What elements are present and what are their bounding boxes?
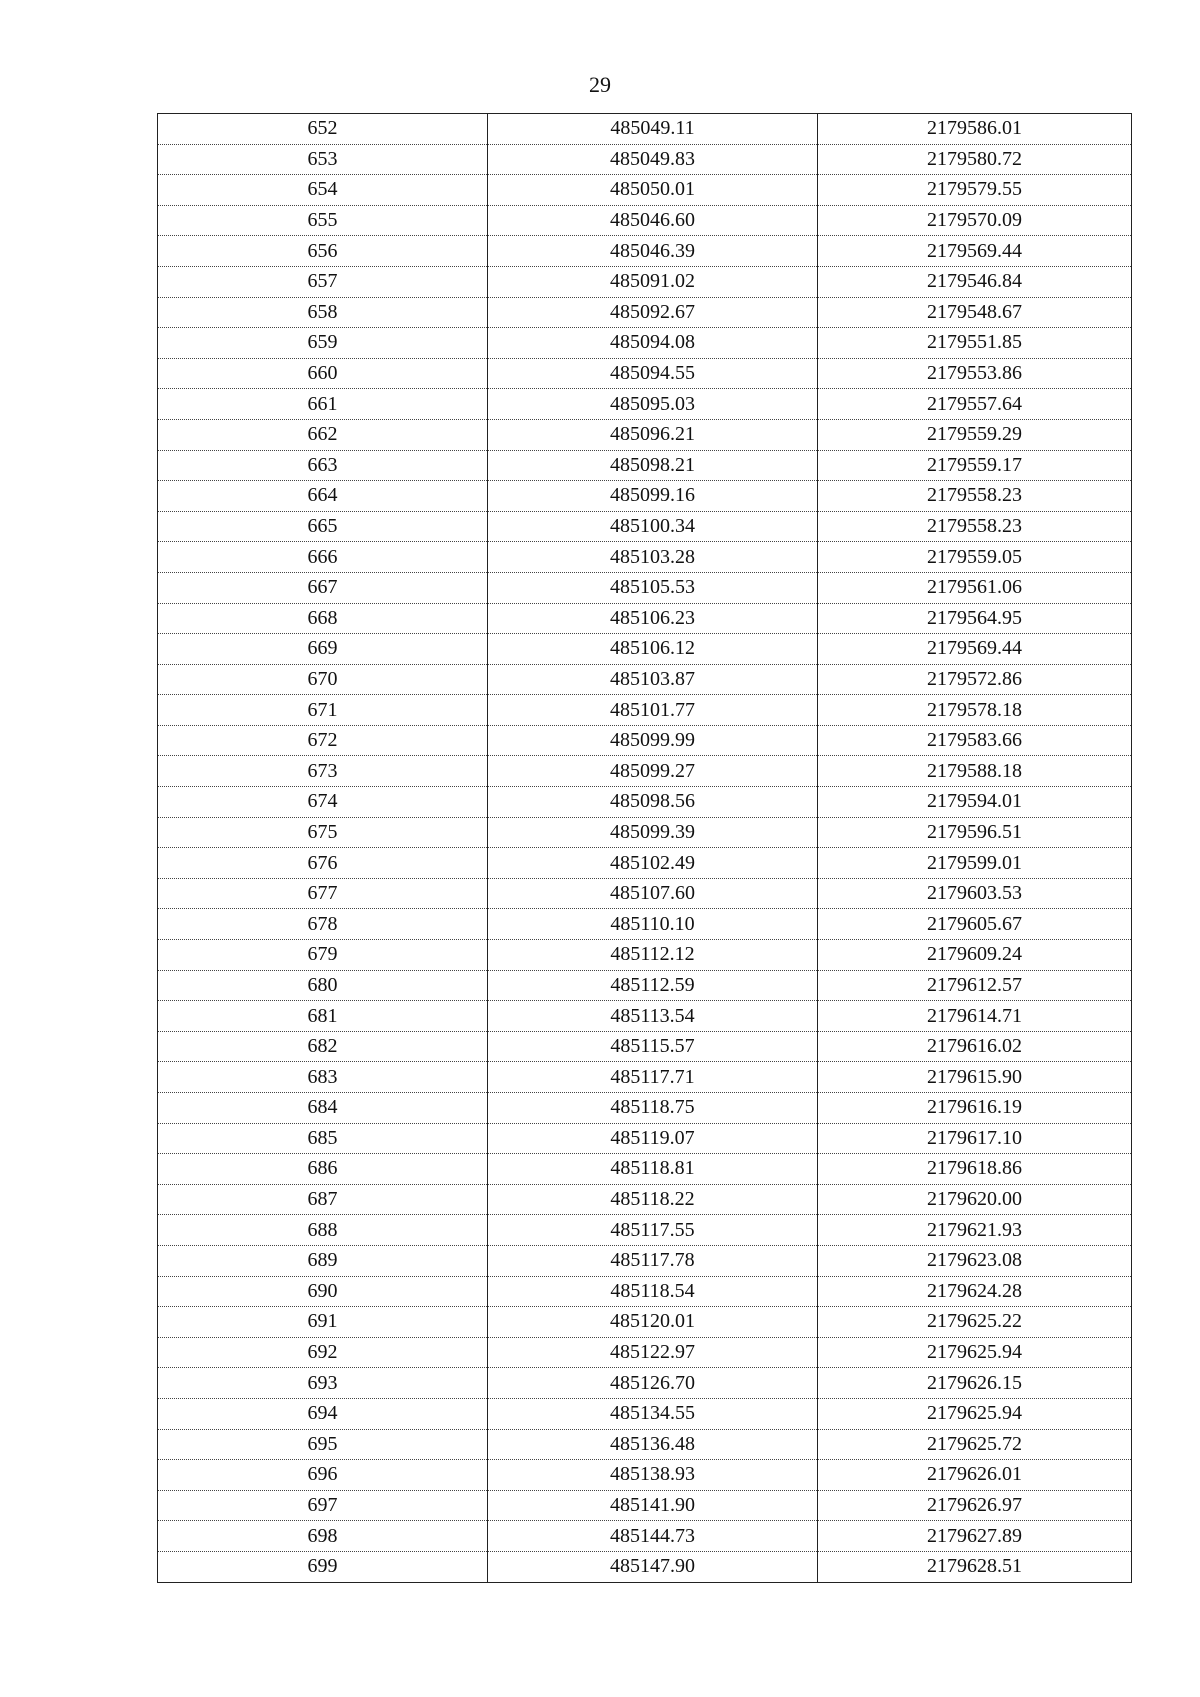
x-coordinate-cell: 485144.73 [488,1521,818,1552]
table-row [158,1062,1132,1093]
point-number-cell: 686 [158,1154,488,1185]
table-row [158,634,1132,665]
table-row [158,328,1132,359]
y-coordinate-cell: 2179586.01 [818,114,1132,145]
y-coordinate-cell: 2179615.90 [818,1062,1132,1093]
table-row [158,297,1132,328]
x-coordinate-cell: 485095.03 [488,389,818,420]
point-number-cell: 660 [158,358,488,389]
point-number-cell: 690 [158,1276,488,1307]
y-coordinate-cell: 2179616.19 [818,1093,1132,1124]
y-coordinate-cell: 2179620.00 [818,1184,1132,1215]
point-number-cell: 670 [158,664,488,695]
y-coordinate-cell: 2179627.89 [818,1521,1132,1552]
point-number-cell: 693 [158,1368,488,1399]
y-coordinate-cell: 2179628.51 [818,1551,1132,1582]
table-row [158,603,1132,634]
table-row [158,511,1132,542]
table-row [158,1031,1132,1062]
table-row [158,175,1132,206]
y-coordinate-cell: 2179616.02 [818,1031,1132,1062]
point-number-cell: 665 [158,511,488,542]
table-row [158,970,1132,1001]
table-row [158,1184,1132,1215]
point-number-cell: 678 [158,909,488,940]
x-coordinate-cell: 485118.75 [488,1093,818,1124]
y-coordinate-cell: 2179596.51 [818,817,1132,848]
y-coordinate-cell: 2179594.01 [818,787,1132,818]
y-coordinate-cell: 2179621.93 [818,1215,1132,1246]
y-coordinate-cell: 2179588.18 [818,756,1132,787]
x-coordinate-cell: 485103.87 [488,664,818,695]
y-coordinate-cell: 2179626.15 [818,1368,1132,1399]
point-number-cell: 674 [158,787,488,818]
y-coordinate-cell: 2179617.10 [818,1123,1132,1154]
y-coordinate-cell: 2179612.57 [818,970,1132,1001]
point-number-cell: 655 [158,205,488,236]
x-coordinate-cell: 485106.12 [488,634,818,665]
x-coordinate-cell: 485115.57 [488,1031,818,1062]
point-number-cell: 675 [158,817,488,848]
table-row [158,1093,1132,1124]
point-number-cell: 666 [158,542,488,573]
table-row [158,787,1132,818]
x-coordinate-cell: 485092.67 [488,297,818,328]
point-number-cell: 691 [158,1307,488,1338]
point-number-cell: 657 [158,266,488,297]
y-coordinate-cell: 2179561.06 [818,572,1132,603]
table-row [158,1215,1132,1246]
y-coordinate-cell: 2179603.53 [818,878,1132,909]
x-coordinate-cell: 485049.11 [488,114,818,145]
table-row [158,940,1132,971]
point-number-cell: 658 [158,297,488,328]
y-coordinate-cell: 2179551.85 [818,328,1132,359]
point-number-cell: 652 [158,114,488,145]
page-number: 29 [589,72,611,97]
y-coordinate-cell: 2179559.17 [818,450,1132,481]
y-coordinate-cell: 2179559.29 [818,419,1132,450]
table-row [158,848,1132,879]
point-number-cell: 673 [158,756,488,787]
point-number-cell: 696 [158,1460,488,1491]
x-coordinate-cell: 485122.97 [488,1337,818,1368]
x-coordinate-cell: 485101.77 [488,695,818,726]
table-row [158,389,1132,420]
y-coordinate-cell: 2179553.86 [818,358,1132,389]
table-row [158,266,1132,297]
point-number-cell: 684 [158,1093,488,1124]
x-coordinate-cell: 485118.22 [488,1184,818,1215]
table-row [158,756,1132,787]
point-number-cell: 662 [158,419,488,450]
table-row [158,542,1132,573]
table-row [158,1245,1132,1276]
x-coordinate-cell: 485136.48 [488,1429,818,1460]
table-row [158,664,1132,695]
table-row [158,1307,1132,1338]
point-number-cell: 677 [158,878,488,909]
point-number-cell: 679 [158,940,488,971]
y-coordinate-cell: 2179583.66 [818,725,1132,756]
point-number-cell: 661 [158,389,488,420]
point-number-cell: 671 [158,695,488,726]
point-number-cell: 695 [158,1429,488,1460]
point-number-cell: 680 [158,970,488,1001]
point-number-cell: 685 [158,1123,488,1154]
y-coordinate-cell: 2179623.08 [818,1245,1132,1276]
point-number-cell: 656 [158,236,488,267]
x-coordinate-cell: 485099.99 [488,725,818,756]
table-row [158,1429,1132,1460]
table-row [158,144,1132,175]
x-coordinate-cell: 485126.70 [488,1368,818,1399]
x-coordinate-cell: 485100.34 [488,511,818,542]
x-coordinate-cell: 485050.01 [488,175,818,206]
x-coordinate-cell: 485120.01 [488,1307,818,1338]
point-number-cell: 676 [158,848,488,879]
y-coordinate-cell: 2179564.95 [818,603,1132,634]
x-coordinate-cell: 485099.16 [488,481,818,512]
table-row [158,725,1132,756]
table-row [158,695,1132,726]
table-row [158,481,1132,512]
point-number-cell: 682 [158,1031,488,1062]
table-row [158,236,1132,267]
x-coordinate-cell: 485117.78 [488,1245,818,1276]
y-coordinate-cell: 2179609.24 [818,940,1132,971]
x-coordinate-cell: 485091.02 [488,266,818,297]
x-coordinate-cell: 485096.21 [488,419,818,450]
x-coordinate-cell: 485110.10 [488,909,818,940]
y-coordinate-cell: 2179624.28 [818,1276,1132,1307]
x-coordinate-cell: 485141.90 [488,1490,818,1521]
y-coordinate-cell: 2179626.97 [818,1490,1132,1521]
y-coordinate-cell: 2179559.05 [818,542,1132,573]
x-coordinate-cell: 485046.39 [488,236,818,267]
x-coordinate-cell: 485103.28 [488,542,818,573]
y-coordinate-cell: 2179557.64 [818,389,1132,420]
table-row [158,1490,1132,1521]
point-number-cell: 687 [158,1184,488,1215]
table-row [158,114,1132,145]
x-coordinate-cell: 485098.56 [488,787,818,818]
coordinates-table-body [158,114,1132,1583]
y-coordinate-cell: 2179625.94 [818,1337,1132,1368]
table-row [158,205,1132,236]
table-row [158,1337,1132,1368]
table-row [158,1123,1132,1154]
y-coordinate-cell: 2179605.67 [818,909,1132,940]
x-coordinate-cell: 485112.12 [488,940,818,971]
y-coordinate-cell: 2179570.09 [818,205,1132,236]
point-number-cell: 681 [158,1001,488,1032]
table-row [158,1521,1132,1552]
table-row [158,1398,1132,1429]
point-number-cell: 683 [158,1062,488,1093]
y-coordinate-cell: 2179558.23 [818,511,1132,542]
point-number-cell: 667 [158,572,488,603]
point-number-cell: 659 [158,328,488,359]
x-coordinate-cell: 485094.55 [488,358,818,389]
x-coordinate-cell: 485117.71 [488,1062,818,1093]
x-coordinate-cell: 485107.60 [488,878,818,909]
x-coordinate-cell: 485147.90 [488,1551,818,1582]
table-row [158,1001,1132,1032]
x-coordinate-cell: 485099.27 [488,756,818,787]
y-coordinate-cell: 2179572.86 [818,664,1132,695]
point-number-cell: 664 [158,481,488,512]
table-row [158,909,1132,940]
y-coordinate-cell: 2179625.72 [818,1429,1132,1460]
x-coordinate-cell: 485046.60 [488,205,818,236]
y-coordinate-cell: 2179625.94 [818,1398,1132,1429]
table-row [158,450,1132,481]
x-coordinate-cell: 485119.07 [488,1123,818,1154]
table-row [158,1276,1132,1307]
point-number-cell: 694 [158,1398,488,1429]
y-coordinate-cell: 2179618.86 [818,1154,1132,1185]
table-row [158,1460,1132,1491]
y-coordinate-cell: 2179580.72 [818,144,1132,175]
x-coordinate-cell: 485102.49 [488,848,818,879]
point-number-cell: 698 [158,1521,488,1552]
x-coordinate-cell: 485106.23 [488,603,818,634]
point-number-cell: 668 [158,603,488,634]
x-coordinate-cell: 485113.54 [488,1001,818,1032]
y-coordinate-cell: 2179626.01 [818,1460,1132,1491]
x-coordinate-cell: 485138.93 [488,1460,818,1491]
table-row [158,1368,1132,1399]
table-row [158,1154,1132,1185]
x-coordinate-cell: 485118.54 [488,1276,818,1307]
y-coordinate-cell: 2179625.22 [818,1307,1132,1338]
x-coordinate-cell: 485118.81 [488,1154,818,1185]
point-number-cell: 663 [158,450,488,481]
point-number-cell: 697 [158,1490,488,1521]
y-coordinate-cell: 2179578.18 [818,695,1132,726]
table-row [158,1551,1132,1582]
x-coordinate-cell: 485098.21 [488,450,818,481]
point-number-cell: 699 [158,1551,488,1582]
x-coordinate-cell: 485112.59 [488,970,818,1001]
y-coordinate-cell: 2179599.01 [818,848,1132,879]
y-coordinate-cell: 2179548.67 [818,297,1132,328]
point-number-cell: 669 [158,634,488,665]
point-number-cell: 688 [158,1215,488,1246]
point-number-cell: 689 [158,1245,488,1276]
x-coordinate-cell: 485099.39 [488,817,818,848]
y-coordinate-cell: 2179614.71 [818,1001,1132,1032]
table-row [158,572,1132,603]
point-number-cell: 653 [158,144,488,175]
table-row [158,419,1132,450]
y-coordinate-cell: 2179579.55 [818,175,1132,206]
y-coordinate-cell: 2179558.23 [818,481,1132,512]
y-coordinate-cell: 2179546.84 [818,266,1132,297]
point-number-cell: 654 [158,175,488,206]
x-coordinate-cell: 485105.53 [488,572,818,603]
x-coordinate-cell: 485049.83 [488,144,818,175]
table-row [158,817,1132,848]
point-number-cell: 692 [158,1337,488,1368]
y-coordinate-cell: 2179569.44 [818,236,1132,267]
x-coordinate-cell: 485094.08 [488,328,818,359]
x-coordinate-cell: 485117.55 [488,1215,818,1246]
table-row [158,878,1132,909]
y-coordinate-cell: 2179569.44 [818,634,1132,665]
table-row [158,358,1132,389]
point-number-cell: 672 [158,725,488,756]
coordinates-table [157,113,1132,1583]
x-coordinate-cell: 485134.55 [488,1398,818,1429]
